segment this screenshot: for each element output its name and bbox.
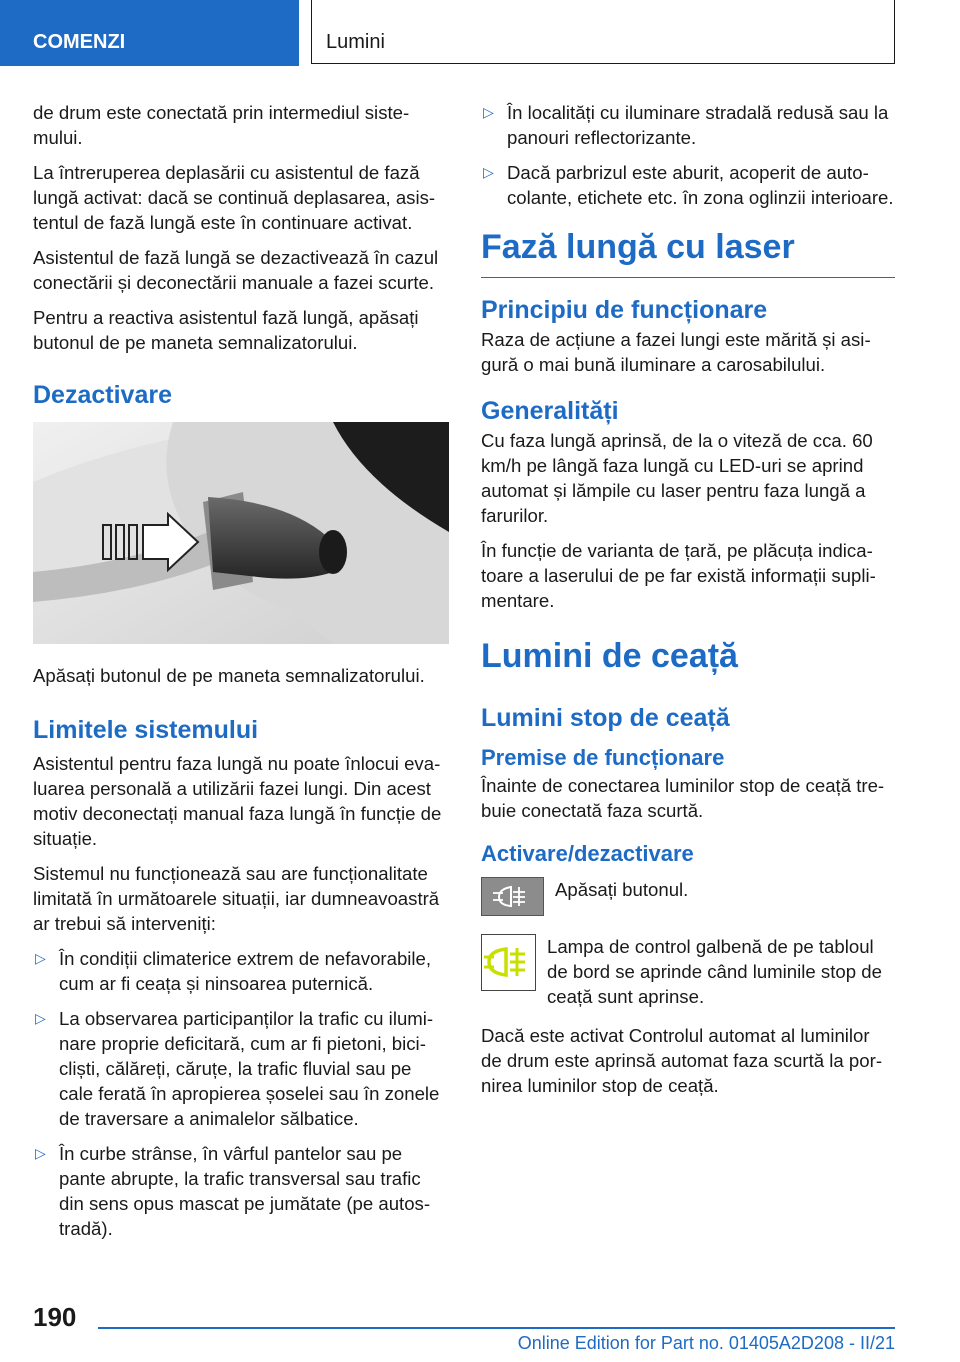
turn-signal-stalk-illustration — [33, 422, 449, 644]
triangle-bullet-icon: ▷ — [35, 1145, 46, 1161]
heading-activate-deactivate: Activare/dezactivare — [481, 841, 694, 866]
list-item: ▷ În localități cu iluminare stradală redusă sau la panouri reflectorizante. — [483, 102, 889, 148]
list-item: ▷ În condiții climaterice extrem de nefavorabile, cum ar fi ceața și ninsoarea puternică. — [35, 948, 432, 994]
page-number: 190 — [33, 1302, 77, 1332]
heading-operating-principle: Principiu de funcționare — [481, 296, 768, 324]
paragraph: Înainte de conectarea luminilor stop de ceață trebuie conectată faza scurtă. — [481, 775, 885, 821]
paragraph: Dacă este activat Controlul automat al luminilor de drum este aprinsă automat faza scurtă la pornirea luminilor stop de ceață. — [481, 1025, 883, 1096]
paragraph: Asistentul pentru faza lungă nu poate înlocui evaluarea personală a utilizării fazei lungi. Din acest motiv deconectați manual faza lungă în funcție de situație. — [33, 753, 442, 849]
section-title: COMENZI — [33, 31, 126, 53]
heading-general: Generalități — [481, 397, 619, 425]
triangle-bullet-icon: ▷ — [35, 950, 46, 966]
paragraph: La întreruperea deplasării cu asistentul de fază lungă activat: dacă se continuă deplasarea, asistentul de fază lungă este în continuare activat. — [33, 162, 436, 233]
list-item: ▷ În curbe strânse, în vârful pantelor sau pe pante abrupte, la trafic transversal sau trafic din sens opus mascat pe jumătate (pe autostradă). — [35, 1143, 431, 1239]
press-button-text: Apăsați butonul. — [555, 879, 689, 900]
paragraph: Cu faza lungă aprinsă, de la o viteză de cca. 60 km/h pe lângă faza lungă cu LED-uri se aprind automat și lămpile cu laser pentru faza lungă a farurilor. — [481, 430, 873, 526]
list-item: ▷ La observarea participanților la trafic cu iluminare proprie deficitară, cum ar fi pietoni, bicicliști, călăreți, căruțe, la trafic fluvial sau pe cale ferată în apropierea șoselei sau în zonele de traversare a animalelor sălbatice. — [35, 1008, 440, 1129]
heading-prerequisites: Premise de funcționare — [481, 745, 725, 770]
paragraph: Asistentul de fază lungă se dezactivează în cazul conectării și deconectării manuale a fazei scurte. — [33, 247, 439, 293]
paragraph: Raza de acțiune a fazei lungi este mărită și asigură o mai bună iluminare a carosabilului. — [481, 329, 871, 375]
heading-rear-fog-lights: Lumini stop de ceață — [481, 704, 730, 732]
triangle-bullet-icon: ▷ — [483, 104, 494, 120]
triangle-bullet-icon: ▷ — [35, 1010, 46, 1026]
fog-button-row — [481, 877, 895, 916]
paragraph: Pentru a reactiva asistentul fază lungă, apăsați butonul de pe maneta semnalizatorului. — [33, 307, 419, 353]
triangle-bullet-icon: ▷ — [483, 164, 494, 180]
chapter-header — [311, 0, 895, 64]
figure-caption: Apăsați butonul de pe maneta semnalizatorului. — [33, 665, 425, 686]
left-column — [33, 100, 449, 1251]
right-column — [481, 100, 895, 1108]
heading-laser-high-beam: Fază lungă cu laser — [481, 228, 895, 278]
section-tab — [0, 0, 299, 66]
heading-deactivate: Dezactivare — [33, 381, 172, 409]
paragraph: de drum este conectată prin intermediul sistemului. — [33, 102, 410, 148]
indicator-text: Lampa de control galbenă de pe tabloul de bord se aprinde când luminile stop de ceață sunt aprinse. — [547, 936, 882, 1007]
paragraph: Sistemul nu funcționează sau are funcționalitate limitată în următoarele situații, iar dumneavoastră ar trebui să interveniți: — [33, 863, 440, 934]
rear-fog-indicator-icon — [481, 934, 536, 991]
rear-fog-button-icon — [481, 877, 544, 916]
footer-divider — [98, 1327, 895, 1329]
heading-system-limits: Limitele sistemului — [33, 716, 259, 744]
edition-info: Online Edition for Part no. 01405A2D208 - II/21 — [517, 1333, 895, 1353]
heading-fog-lights: Lumini de ceață — [481, 637, 738, 675]
limits-list-continued — [481, 100, 895, 210]
limits-list — [33, 946, 449, 1241]
chapter-title: Lumini — [326, 31, 385, 53]
paragraph: În funcție de varianta de țară, pe plăcuța indicatoare a laserului de pe far există informații suplimentare. — [481, 540, 876, 611]
indicator-row — [481, 934, 895, 1009]
list-item: ▷ Dacă parbrizul este aburit, acoperit de autocolante, etichete etc. în zona oglinzii interioare. — [483, 162, 894, 208]
